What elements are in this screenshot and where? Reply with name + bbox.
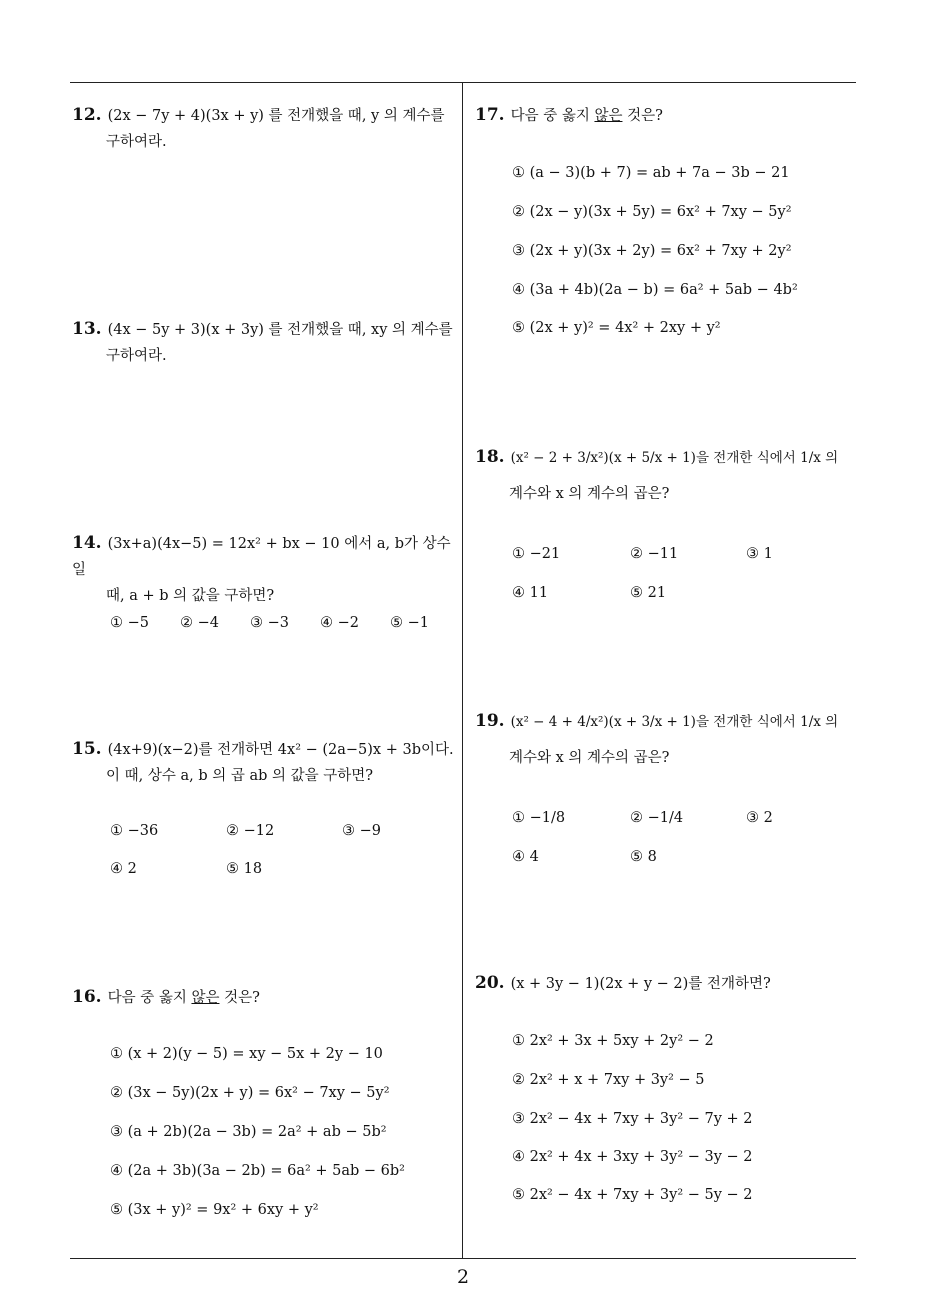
choice-2: ② −4 [180, 615, 219, 631]
choice-4: ④ 2 [110, 861, 137, 877]
choice-1: ① (a − 3)(b + 7) = ab + 7a − 3b − 21 [512, 165, 790, 181]
page-number: 2 [456, 1266, 470, 1288]
choice-4: ④ (2a + 3b)(3a − 2b) = 6a² + 5ab − 6b² [110, 1163, 405, 1179]
choice-2: ② (3x − 5y)(2x + y) = 6x² − 7xy − 5y² [110, 1085, 390, 1101]
question-text-cont: 구하여라. [106, 348, 167, 364]
choice-3: ③ (a + 2b)(2a − 3b) = 2a² + ab − 5b² [110, 1124, 387, 1140]
choice-2: ② −1/4 [630, 810, 684, 826]
problem-number: 14. [72, 533, 102, 553]
problem-number: 12. [72, 105, 102, 125]
question-text: (x² − 2 + 3/x²)(x + 5/x + 1)을 전개한 식에서 1/x 의 [510, 450, 839, 466]
question-text-cont: 이 때, 상수 a, b 의 곱 ab 의 값을 구하면? [106, 768, 374, 784]
top-rule [70, 82, 856, 83]
problem-number: 16. [72, 987, 102, 1007]
problem-number: 17. [475, 105, 505, 125]
problem-number: 19. [475, 711, 505, 731]
bottom-rule [70, 1258, 856, 1259]
choice-2: ② 2x² + x + 7xy + 3y² − 5 [512, 1072, 705, 1088]
choice-2: ② −11 [630, 546, 679, 562]
problem-15 [72, 736, 456, 789]
column-divider [462, 82, 463, 1258]
choice-5: ⑤ 2x² − 4x + 7xy + 3y² − 5y − 2 [512, 1187, 753, 1203]
question-text-cont: 구하여라. [106, 134, 167, 150]
problem-number: 13. [72, 319, 102, 339]
question-text: (4x − 5y + 3)(x + 3y) 를 전개했을 때, xy 의 계수를 [107, 322, 453, 338]
choice-1: ① 2x² + 3x + 5xy + 2y² − 2 [512, 1033, 714, 1049]
choice-2: ② (2x − y)(3x + 5y) = 6x² + 7xy − 5y² [512, 204, 792, 220]
question-text: (3x+a)(4x−5) = 12x² + bx − 10 에서 a, b가 상수일 [72, 536, 451, 578]
problem-number: 18. [475, 447, 505, 467]
question-emphasis: 않은 [191, 990, 220, 1006]
problem-12 [72, 102, 456, 155]
question-text: (x + 3y − 1)(2x + y − 2)를 전개하면? [510, 976, 771, 992]
question-text: (x² − 4 + 4/x²)(x + 3/x + 1)을 전개한 식에서 1/x 의 [510, 714, 839, 730]
problem-number: 15. [72, 739, 102, 759]
choice-5: ⑤ 21 [630, 585, 667, 601]
choice-3: ③ −9 [342, 823, 381, 839]
question-text: 다음 중 옳지 [510, 108, 595, 124]
problem-number: 20. [475, 973, 505, 993]
question-text: (2x − 7y + 4)(3x + y) 를 전개했을 때, y 의 계수를 [107, 108, 445, 124]
choice-5: ⑤ (2x + y)² = 4x² + 2xy + y² [512, 320, 721, 336]
choice-1: ① −1/8 [512, 810, 566, 826]
choice-1: ① −36 [110, 823, 159, 839]
choice-3: ③ 1 [746, 546, 773, 562]
question-emphasis: 않은 [594, 108, 623, 124]
choice-4: ④ 2x² + 4x + 3xy + 3y² − 3y − 2 [512, 1149, 753, 1165]
choice-3: ③ 2x² − 4x + 7xy + 3y² − 7y + 2 [512, 1111, 753, 1127]
question-text-cont: 계수와 x 의 계수의 곱은? [509, 750, 670, 766]
choice-2: ② −12 [226, 823, 275, 839]
choice-4: ④ −2 [320, 615, 359, 631]
problem-19 [475, 708, 859, 771]
question-text: 다음 중 옳지 [107, 990, 192, 1006]
question-text-end: 것은? [622, 108, 663, 124]
choice-4: ④ 11 [512, 585, 549, 601]
choice-4: ④ 4 [512, 849, 539, 865]
choice-5: ⑤ −1 [390, 615, 429, 631]
problem-14 [72, 530, 456, 609]
question-text: (4x+9)(x−2)를 전개하면 4x² − (2a−5)x + 3b이다. [107, 742, 454, 758]
problem-20 [475, 970, 859, 997]
choice-5: ⑤ 8 [630, 849, 657, 865]
choice-3: ③ −3 [250, 615, 289, 631]
choice-4: ④ (3a + 4b)(2a − b) = 6a² + 5ab − 4b² [512, 282, 798, 298]
choice-1: ① −21 [512, 546, 561, 562]
choice-5: ⑤ (3x + y)² = 9x² + 6xy + y² [110, 1202, 319, 1218]
choice-5: ⑤ 18 [226, 861, 263, 877]
choice-1: ① −5 [110, 615, 149, 631]
problem-18 [475, 444, 859, 507]
choice-3: ③ (2x + y)(3x + 2y) = 6x² + 7xy + 2y² [512, 243, 792, 259]
question-text-end: 것은? [219, 990, 260, 1006]
problem-16 [72, 984, 456, 1011]
choice-1: ① (x + 2)(y − 5) = xy − 5x + 2y − 10 [110, 1046, 383, 1062]
problem-13 [72, 316, 456, 369]
choice-3: ③ 2 [746, 810, 773, 826]
question-text-cont: 계수와 x 의 계수의 곱은? [509, 486, 670, 502]
question-text-cont: 때, a + b 의 값을 구하면? [106, 588, 275, 604]
problem-17 [475, 102, 859, 129]
